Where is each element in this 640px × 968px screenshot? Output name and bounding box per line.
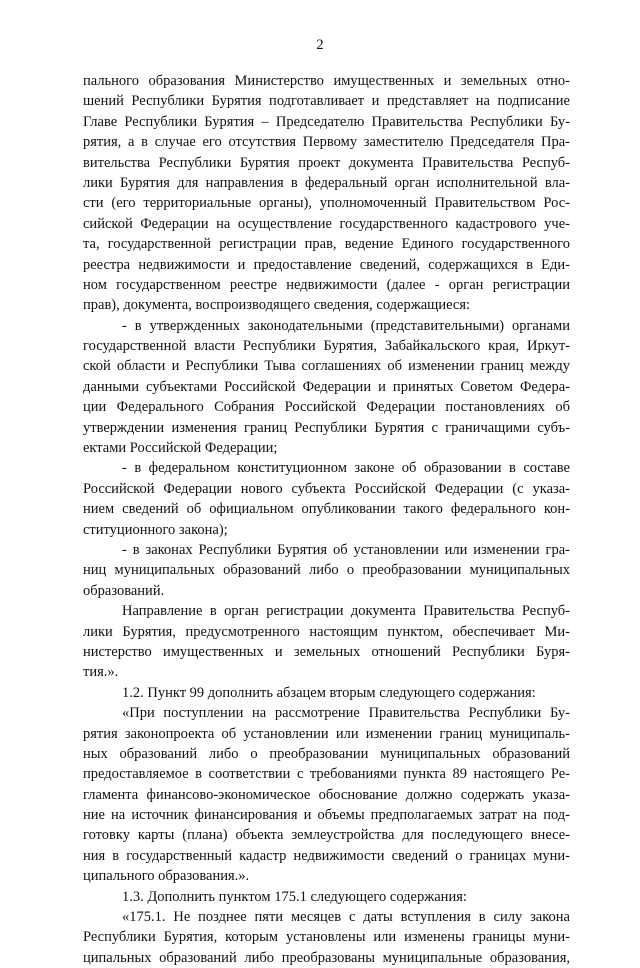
- text-line: - в законах Республики Бурятия об установлении или изменении гра-: [122, 541, 570, 558]
- text-line: пального образования Министерство имущественных и земельных отно-: [83, 73, 570, 89]
- text-line: ципальных образований либо преобразованы муниципальные образования,: [83, 949, 570, 966]
- text-line: государственной власти Республики Бурятия, Забайкальского края, Иркут-: [83, 338, 570, 355]
- text-line: ции Федерального Собрания Российской Федерации постановлениях об: [83, 399, 570, 416]
- text-line: Республики Бурятия, которым установлены или изменены границы муни-: [83, 929, 570, 946]
- text-line: нистерство имущественных и земельных отношений Республики Буря-: [83, 643, 570, 660]
- page-number: 2: [316, 37, 324, 53]
- text-line: ципального образования.».: [83, 868, 250, 885]
- text-line: тия.».: [83, 664, 119, 681]
- text-line: Российской Федерации нового субъекта Российской Федерации (с указа-: [83, 480, 570, 497]
- text-line: ниц муниципальных образований либо о преобразовании муниципальных: [83, 562, 570, 579]
- text-line: ных образований либо о преобразовании муниципальных образований: [83, 745, 570, 762]
- text-line: прав), документа, воспроизводящего сведения, содержащиеся:: [83, 297, 471, 314]
- text-line: рятия законопроекта об установлении или изменении границ муниципаль-: [83, 725, 570, 742]
- text-line: данными субъектами Российской Федерации и принятых Советом Федера-: [83, 378, 570, 395]
- text-line: 1.3. Дополнить пунктом 175.1 следующего содержания:: [122, 888, 467, 905]
- text-line: «175.1. Не позднее пяти месяцев с даты вступления в силу закона: [122, 909, 570, 926]
- text-line: вительства Республики Бурятия проект документа Правительства Респуб-: [83, 154, 570, 171]
- text-line: готовку карты (плана) объекта землеустройства для последующего внесе-: [83, 827, 570, 844]
- text-line: нием сведений об официальном опубликовании такого федерального кон-: [83, 501, 570, 518]
- text-line: ния в государственный кадастр недвижимости сведений о границах муни-: [83, 847, 570, 864]
- text-line: предоставляемое в соответствии с требованиями пункта 89 настоящего Ре-: [83, 766, 570, 783]
- text-line: ституционного закона);: [83, 521, 228, 538]
- text-line: ном государственном реестре недвижимости (далее - орган регистрации: [83, 276, 570, 293]
- text-line: сийской Федерации на осуществление государственного кадастрового уче-: [83, 215, 570, 232]
- text-line: сти (его территориальные органы), уполномоченный Правительством Рос-: [83, 195, 570, 212]
- text-line: - в федеральном конституционном законе об образовании в составе: [122, 460, 570, 477]
- text-line: рятия, а в случае его отсутствия Первому заместителю Председателя Пра-: [83, 134, 570, 151]
- text-line: - в утвержденных законодательными (представительными) органами: [122, 317, 570, 334]
- text-line: 1.2. Пункт 99 дополнить абзацем вторым следующего содержания:: [122, 684, 536, 701]
- text-line: Главе Республики Бурятия – Председателю Правительства Республики Бу-: [83, 113, 570, 130]
- text-line: та, государственной регистрации прав, ведение Единого государственного: [83, 236, 570, 253]
- text-line: «При поступлении на рассмотрение Правительства Республики Бу-: [122, 705, 570, 722]
- text-line: ской области и Республики Тыва соглашениях об изменении границ между: [83, 358, 570, 375]
- text-line: реестра недвижимости и предоставление сведений, содержащихся в Еди-: [83, 256, 570, 273]
- text-line: шений Республики Бурятия подготавливает и представляет на подписание: [83, 93, 570, 110]
- text-line: Направление в орган регистрации документа Правительства Респуб-: [122, 603, 570, 620]
- text-line: лики Бурятия для направления в федеральный орган исполнительной вла-: [83, 174, 570, 191]
- text-line: гламента финансово-экономическое обоснование должно содержать указа-: [83, 786, 570, 803]
- text-line: образований.: [83, 582, 165, 599]
- text-line: ектами Российской Федерации;: [83, 440, 278, 457]
- text-line: лики Бурятия, предусмотренного настоящим пунктом, обеспечивает Ми-: [83, 623, 570, 640]
- document-body: [83, 71, 570, 968]
- text-line: утверждении изменения границ Республики Бурятия с граничащими субъ-: [83, 419, 570, 436]
- text-line: ние на источник финансирования и объемы предполагаемых затрат на под-: [83, 807, 570, 824]
